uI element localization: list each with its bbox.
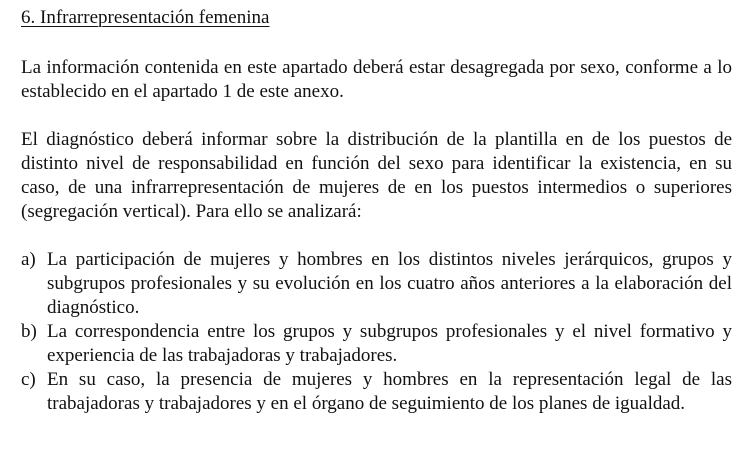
paragraph-desagregacion: La información contenida en este apartado deberá estar desagregada por sexo, conforme a lo establecido en el apartado 1 de este anexo. xyxy=(21,57,732,102)
document-page xyxy=(21,6,732,416)
list-item xyxy=(21,320,732,368)
analysis-list xyxy=(21,248,732,416)
list-item-marker: b) xyxy=(21,321,37,342)
list-item xyxy=(21,368,732,416)
list-item-text: La participación de mujeres y hombres en los distintos niveles jerárquicos, grupos y subgrupos profesionales y su evolución en los cuatro años anteriores a la elaboración del diagnóstico. xyxy=(47,249,732,318)
list-item xyxy=(21,248,732,320)
paragraph-diagnostico: El diagnóstico deberá informar sobre la distribución de la plantilla en de los puestos de distinto nivel de responsabilidad en función del sexo para identificar la existencia, en su caso, de una infrarrepresentación de mujeres de en los puestos intermedios o superiores (segregación vertical). Para ello se analizará: xyxy=(21,129,732,222)
list-item-marker: c) xyxy=(21,369,36,390)
section-heading: 6. Infrarrepresentación femenina xyxy=(21,7,270,28)
list-item-text: En su caso, la presencia de mujeres y hombres en la representación legal de las trabajadoras y trabajadores y en el órgano de seguimiento de los planes de igualdad. xyxy=(47,369,732,414)
list-item-marker: a) xyxy=(21,249,36,270)
list-item-text: La correspondencia entre los grupos y subgrupos profesionales y el nivel formativo y experiencia de las trabajadoras y trabajadores. xyxy=(47,321,732,366)
